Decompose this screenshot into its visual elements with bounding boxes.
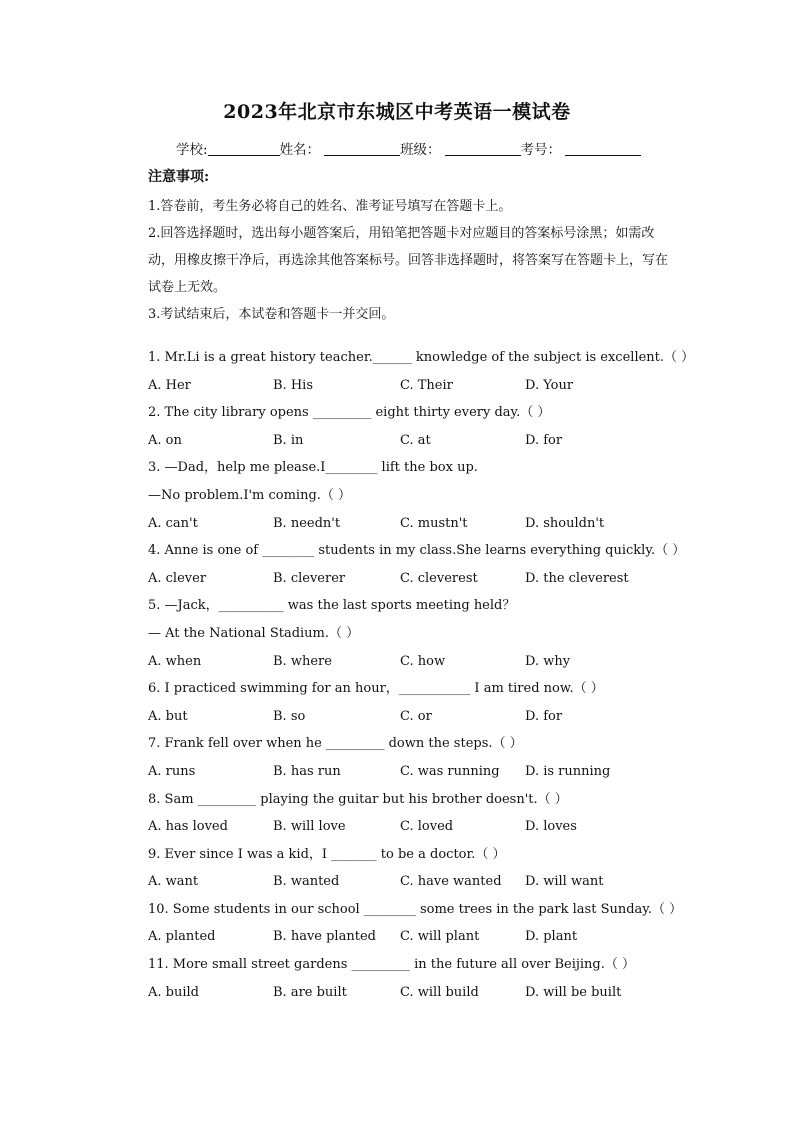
answer-option: B. cleverer (273, 570, 346, 586)
answer-option: C. cleverest (400, 570, 478, 586)
answer-option: C. how (400, 653, 446, 669)
answer-option: D. why (525, 653, 571, 669)
question-item (148, 675, 708, 730)
student-info-line (176, 138, 641, 158)
question-item (148, 841, 708, 896)
answer-option: C. will plant (400, 929, 480, 945)
name-label: 姓名： (279, 142, 321, 158)
question-item (148, 537, 708, 592)
answer-option: C. Their (400, 377, 453, 393)
answer-option: C. loved (400, 819, 454, 835)
answer-options (148, 979, 708, 1007)
answer-option: D. the cleverest (525, 570, 629, 586)
answer-option: D. Your (525, 377, 574, 393)
question-list (148, 344, 708, 1006)
question-text: 1. Mr.Li is a great history teacher.______ knowledge of the subject is excellent.（ ） (148, 350, 695, 365)
question-text: 2. The city library opens _________ eight thirty every day.（ ） (148, 405, 551, 421)
question-text: 10. Some students in our school ________ some trees in the park last Sunday.（ ） (148, 901, 683, 917)
school-label: 学校: (176, 142, 208, 158)
answer-options (148, 813, 708, 841)
question-text: 8. Sam _________ playing the guitar but his brother doesn't.（ ） (148, 791, 568, 807)
question-text: 9. Ever since I was a kid，I _______ to be a doctor.（ ） (148, 846, 506, 862)
question-item (148, 951, 708, 1006)
answer-option: A. build (148, 984, 199, 1000)
question-item (148, 399, 708, 454)
answer-option: B. so (273, 708, 306, 724)
answer-option: C. at (400, 432, 431, 448)
answer-option: A. has loved (148, 819, 228, 835)
question-text: 7. Frank fell over when he _________ down the steps.（ ） (148, 736, 523, 752)
answer-option: B. His (273, 377, 313, 393)
answer-option: D. for (525, 432, 563, 448)
answer-options (148, 427, 708, 455)
notice-list (148, 193, 678, 328)
answer-option: D. is running (525, 763, 611, 779)
question-text: — At the National Stadium.（ ） (148, 625, 360, 641)
question-text: 3. —Dad，help me please.I________ lift the box up. (148, 460, 478, 476)
answer-option: A. planted (148, 929, 216, 945)
answer-option: D. loves (525, 819, 577, 835)
answer-option: A. clever (148, 570, 207, 586)
answer-option: B. where (273, 653, 332, 669)
answer-option: A. runs (148, 763, 196, 779)
answer-option: C. will build (400, 984, 479, 1000)
notice-item: 1.答卷前，考生务必将自己的姓名、准考证号填写在答题卡上。 (148, 199, 512, 214)
question-item (148, 730, 708, 785)
page-title: 2023年北京市东城区中考英语一模试卷 (223, 101, 571, 123)
answer-options (148, 868, 708, 896)
answer-option: B. will love (273, 819, 346, 835)
answer-option: D. plant (525, 929, 578, 945)
answer-option: B. wanted (273, 874, 340, 890)
name-blank (324, 141, 400, 156)
question-item (148, 454, 708, 537)
answer-option: B. are built (273, 984, 347, 1000)
exam-no-label: 考号： (520, 142, 562, 158)
question-item (148, 786, 708, 841)
notice-item: 2.回答选择题时，选出每小题答案后，用铅笔把答题卡对应题目的答案标号涂黑；如需改动，用橡皮擦干净后，再选涂其他答案标号。回答非选择题时，将答案写在答题卡上，写在试卷上无效。 (148, 226, 669, 295)
class-label: 班级： (400, 142, 441, 158)
question-text: 11. More small street gardens _________ in the future all over Beijing.（ ） (148, 957, 636, 973)
answer-option: C. mustn't (400, 515, 468, 531)
answer-option: D. will want (525, 874, 604, 890)
question-text: 4. Anne is one of ________ students in my class.She learns everything quickly.（ ） (148, 543, 686, 559)
answer-option: A. on (148, 432, 182, 448)
answer-options (148, 758, 708, 786)
answer-option: B. has run (273, 763, 341, 779)
class-blank (445, 141, 521, 156)
answer-option: C. or (400, 708, 432, 724)
question-text: 5. —Jack，__________ was the last sports meeting held？ (148, 598, 516, 614)
question-item (148, 896, 708, 951)
answer-option: C. have wanted (400, 874, 502, 890)
question-item (148, 592, 708, 675)
answer-option: C. was running (400, 763, 500, 779)
answer-options (148, 565, 708, 593)
answer-option: D. will be built (525, 984, 622, 1000)
answer-option: A. want (148, 874, 199, 890)
notice-item: 3.考试结束后，本试卷和答题卡一并交回。 (148, 307, 395, 322)
answer-option: D. shouldn't (525, 515, 605, 531)
answer-option: B. in (273, 432, 304, 448)
answer-option: A. can't (148, 515, 198, 531)
answer-options (148, 648, 708, 676)
answer-options (148, 923, 708, 951)
answer-option: D. for (525, 708, 563, 724)
answer-option: B. have planted (273, 929, 376, 945)
answer-option: A. Her (148, 377, 191, 393)
answer-options (148, 703, 708, 731)
question-text: 6. I practiced swimming for an hour，___________ I am tired now.（ ） (148, 681, 604, 697)
answer-option: A. when (148, 653, 202, 669)
answer-options (148, 372, 708, 400)
school-blank (208, 141, 280, 156)
answer-options (148, 510, 708, 538)
question-text: —No problem.I'm coming.（ ） (148, 487, 352, 503)
question-item (148, 344, 708, 399)
notice-heading: 注意事项: (148, 169, 210, 185)
exam-no-blank (565, 141, 641, 156)
answer-option: B. needn't (273, 515, 341, 531)
answer-option: A. but (148, 708, 188, 724)
